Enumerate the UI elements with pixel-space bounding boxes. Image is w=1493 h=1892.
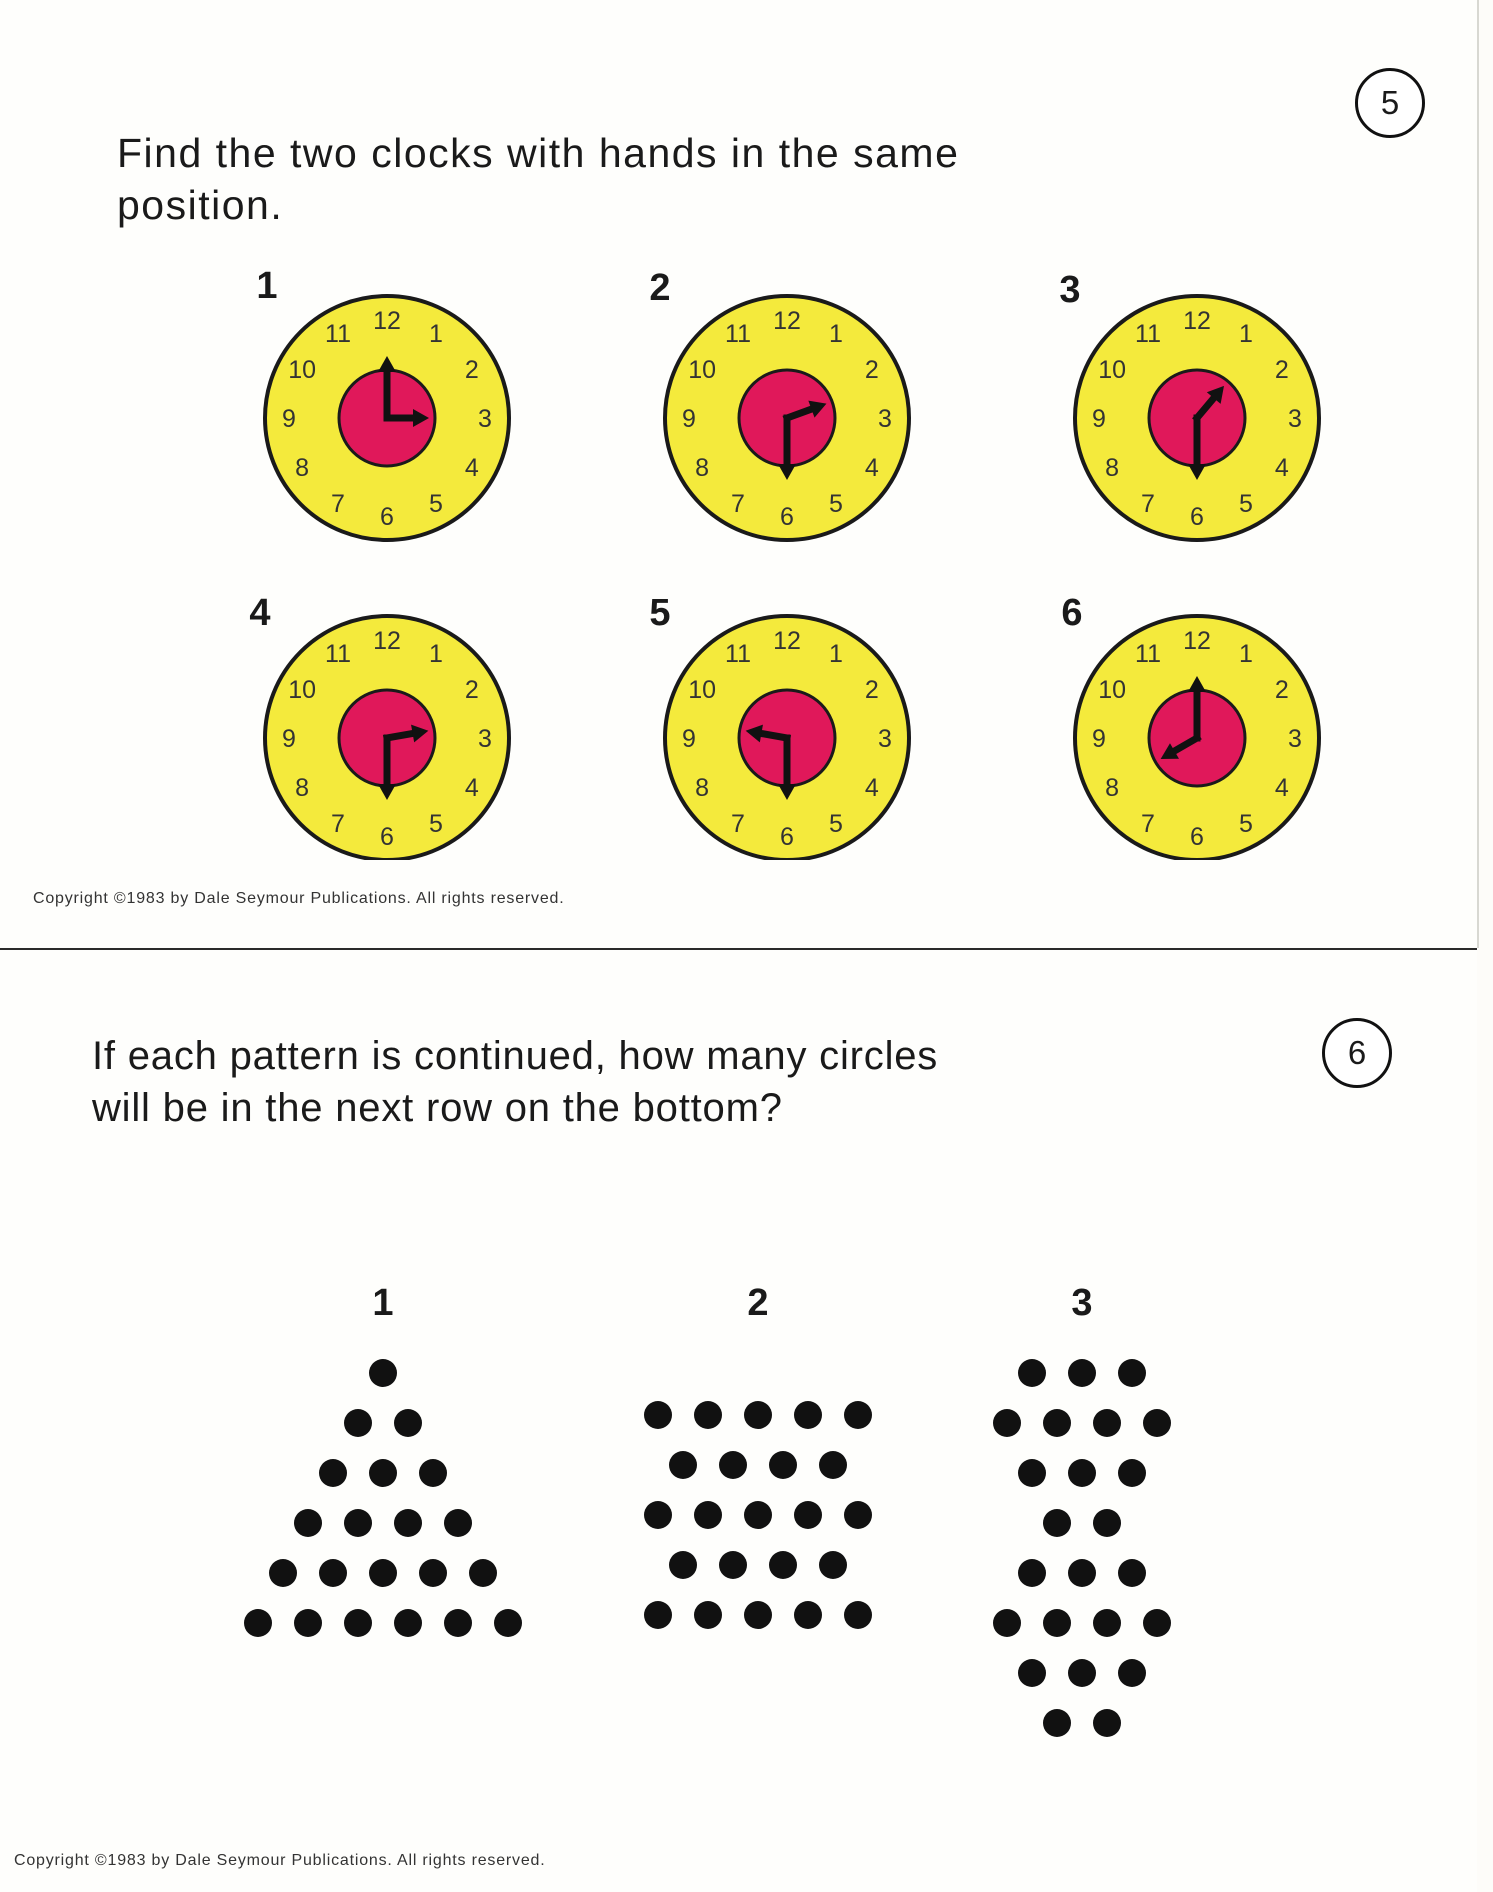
pattern-dot [694, 1501, 722, 1529]
pattern-3 [993, 1282, 1171, 1737]
dial-number: 11 [725, 320, 751, 349]
dial-number: 6 [780, 503, 794, 531]
pattern-dot [369, 1559, 397, 1587]
dial-number: 1 [1239, 320, 1253, 349]
pattern-dot [993, 1409, 1021, 1437]
clock-label: 5 [649, 592, 671, 634]
dial-number: 5 [829, 809, 843, 838]
pattern-dot [269, 1559, 297, 1587]
pattern-dot [394, 1409, 422, 1437]
dial-number: 2 [464, 356, 479, 384]
clock-6 [1061, 592, 1319, 860]
pattern-dot [394, 1509, 422, 1537]
dial-number: 12 [773, 627, 801, 655]
pattern-dot [469, 1559, 497, 1587]
dial-number: 9 [1092, 725, 1106, 753]
pattern-dot [769, 1451, 797, 1479]
puzzle-card-6 [0, 948, 1477, 1892]
pattern-1 [244, 1282, 522, 1637]
dial-number: 12 [773, 307, 801, 335]
dial-number: 6 [380, 823, 394, 851]
question-text: If each pattern is continued, how many circles will be in the next row on the bottom? [92, 1034, 939, 1130]
pattern-dot [344, 1409, 372, 1437]
dial-number: 9 [1092, 405, 1106, 433]
pattern-dot [1068, 1659, 1096, 1687]
dial-number: 12 [1183, 307, 1211, 335]
pattern-dot [993, 1609, 1021, 1637]
dial-number: 5 [429, 489, 443, 518]
pattern-dot [1043, 1509, 1071, 1537]
pattern-dot [1018, 1359, 1046, 1387]
dial-number: 9 [282, 405, 296, 433]
dial-number: 10 [688, 676, 717, 704]
dial-number: 9 [682, 405, 696, 433]
puzzle-card-5 [0, 0, 1479, 948]
pattern-dot [794, 1601, 822, 1629]
clock-2 [649, 267, 909, 540]
dial-number: 7 [731, 809, 745, 838]
pattern-dot [794, 1401, 822, 1429]
pattern-dot [1043, 1409, 1071, 1437]
dial-number: 11 [725, 640, 751, 669]
pattern-dot [444, 1609, 472, 1637]
pattern-dot [294, 1609, 322, 1637]
pattern-dot [669, 1551, 697, 1579]
dial-number: 11 [1135, 640, 1161, 669]
pattern-dot [744, 1401, 772, 1429]
pattern-dot [244, 1609, 272, 1637]
dial-number: 5 [1239, 809, 1253, 838]
pattern-dot [1043, 1609, 1071, 1637]
pattern-dot [1018, 1559, 1046, 1587]
dial-number: 10 [1098, 676, 1127, 704]
pattern-dot [1093, 1409, 1121, 1437]
clock-3 [1059, 269, 1319, 540]
pattern-dot [1118, 1559, 1146, 1587]
pattern-dot [819, 1551, 847, 1579]
pattern-dot [1018, 1659, 1046, 1687]
pattern-label: 3 [1071, 1282, 1093, 1324]
pattern-dot [719, 1451, 747, 1479]
pattern-dot [344, 1509, 372, 1537]
pattern-dot [844, 1401, 872, 1429]
pattern-dot [1068, 1559, 1096, 1587]
pattern-dot [319, 1559, 347, 1587]
clock-4 [249, 592, 509, 860]
pattern-dot [369, 1459, 397, 1487]
pattern-dot [1118, 1659, 1146, 1687]
pattern-dot [394, 1609, 422, 1637]
pattern-dot [419, 1559, 447, 1587]
dial-number: 4 [464, 454, 479, 482]
pattern-dot [744, 1501, 772, 1529]
pattern-dot [669, 1451, 697, 1479]
pattern-dot [694, 1401, 722, 1429]
dial-number: 7 [1141, 489, 1155, 518]
dial-number: 7 [331, 489, 345, 518]
dial-number: 12 [373, 627, 401, 655]
dial-number: 12 [1183, 627, 1211, 655]
dial-number: 6 [1190, 823, 1204, 851]
pattern-dot [794, 1501, 822, 1529]
pattern-dot [319, 1459, 347, 1487]
dot-patterns-figure [0, 950, 1477, 1830]
dial-number: 4 [864, 454, 879, 482]
dial-number: 2 [1274, 676, 1289, 704]
pattern-dot [719, 1551, 747, 1579]
dial-number: 8 [1105, 774, 1120, 802]
pattern-dot [844, 1501, 872, 1529]
pattern-dot [444, 1509, 472, 1537]
clock-5 [649, 592, 909, 860]
dial-number: 4 [464, 774, 479, 802]
pattern-dot [1118, 1459, 1146, 1487]
dial-number: 9 [682, 725, 696, 753]
dial-number: 1 [429, 640, 443, 669]
pattern-label: 1 [372, 1282, 394, 1324]
dial-number: 1 [1239, 640, 1253, 669]
pattern-dot [1043, 1709, 1071, 1737]
dial-number: 8 [695, 774, 710, 802]
card-number-badge: 5 [1355, 68, 1425, 138]
pattern-label: 2 [747, 1282, 769, 1324]
dial-number: 7 [331, 809, 345, 838]
pattern-dot [644, 1601, 672, 1629]
dial-number: 6 [780, 823, 794, 851]
dial-number: 11 [325, 320, 351, 349]
clock-label: 4 [249, 592, 271, 634]
copyright-notice: Copyright ©1983 by Dale Seymour Publications. All rights reserved. [14, 1852, 546, 1869]
dial-number: 6 [1190, 503, 1204, 531]
dial-number: 3 [478, 405, 492, 433]
dial-number: 9 [282, 725, 296, 753]
dial-number: 11 [325, 640, 351, 669]
dial-number: 2 [864, 356, 879, 384]
dial-number: 3 [1288, 725, 1302, 753]
dial-number: 1 [829, 320, 843, 349]
dial-number: 1 [829, 640, 843, 669]
pattern-dot [744, 1601, 772, 1629]
dial-number: 5 [1239, 489, 1253, 518]
pattern-dot [644, 1401, 672, 1429]
copyright-notice: Copyright ©1983 by Dale Seymour Publications. All rights reserved. [33, 890, 565, 907]
pattern-dot [1093, 1609, 1121, 1637]
pattern-dot [1068, 1359, 1096, 1387]
pattern-dot [694, 1601, 722, 1629]
pattern-dot [1143, 1609, 1171, 1637]
dial-number: 10 [688, 356, 717, 384]
dial-number: 8 [295, 454, 310, 482]
pattern-dot [369, 1359, 397, 1387]
clock-label: 3 [1059, 269, 1081, 311]
pattern-dot [844, 1601, 872, 1629]
pattern-dot [1018, 1459, 1046, 1487]
clock-1 [256, 265, 509, 540]
clock-label: 2 [649, 267, 671, 309]
dial-number: 10 [288, 356, 317, 384]
dial-number: 2 [864, 676, 879, 704]
pattern-dot [294, 1509, 322, 1537]
dial-number: 12 [373, 307, 401, 335]
pattern-dot [1143, 1409, 1171, 1437]
dial-number: 8 [1105, 454, 1120, 482]
dial-number: 1 [429, 320, 443, 349]
question-text: Find the two clocks with hands in the same position. [117, 130, 960, 228]
pattern-dot [1093, 1509, 1121, 1537]
pattern-dot [1068, 1459, 1096, 1487]
card-number-badge: 6 [1322, 1018, 1392, 1088]
dial-number: 5 [829, 489, 843, 518]
dial-number: 6 [380, 503, 394, 531]
clock-label: 6 [1061, 592, 1083, 634]
pattern-dot [769, 1551, 797, 1579]
dial-number: 8 [695, 454, 710, 482]
dial-number: 7 [731, 489, 745, 518]
dial-number: 3 [878, 405, 892, 433]
dial-number: 2 [464, 676, 479, 704]
dial-number: 4 [1274, 454, 1289, 482]
pattern-dot [494, 1609, 522, 1637]
dial-number: 10 [288, 676, 317, 704]
pattern-dot [644, 1501, 672, 1529]
clock-label: 1 [256, 265, 278, 307]
dial-number: 7 [1141, 809, 1155, 838]
dial-number: 3 [1288, 405, 1302, 433]
dial-number: 4 [864, 774, 879, 802]
dial-number: 11 [1135, 320, 1161, 349]
pattern-2 [644, 1282, 872, 1629]
pattern-dot [419, 1459, 447, 1487]
pattern-dot [1093, 1709, 1121, 1737]
dial-number: 4 [1274, 774, 1289, 802]
pattern-dot [1118, 1359, 1146, 1387]
clocks-figure [0, 0, 1477, 860]
pattern-dot [344, 1609, 372, 1637]
dial-number: 10 [1098, 356, 1127, 384]
dial-number: 2 [1274, 356, 1289, 384]
pattern-dot [819, 1451, 847, 1479]
dial-number: 3 [478, 725, 492, 753]
dial-number: 3 [878, 725, 892, 753]
dial-number: 5 [429, 809, 443, 838]
dial-number: 8 [295, 774, 310, 802]
